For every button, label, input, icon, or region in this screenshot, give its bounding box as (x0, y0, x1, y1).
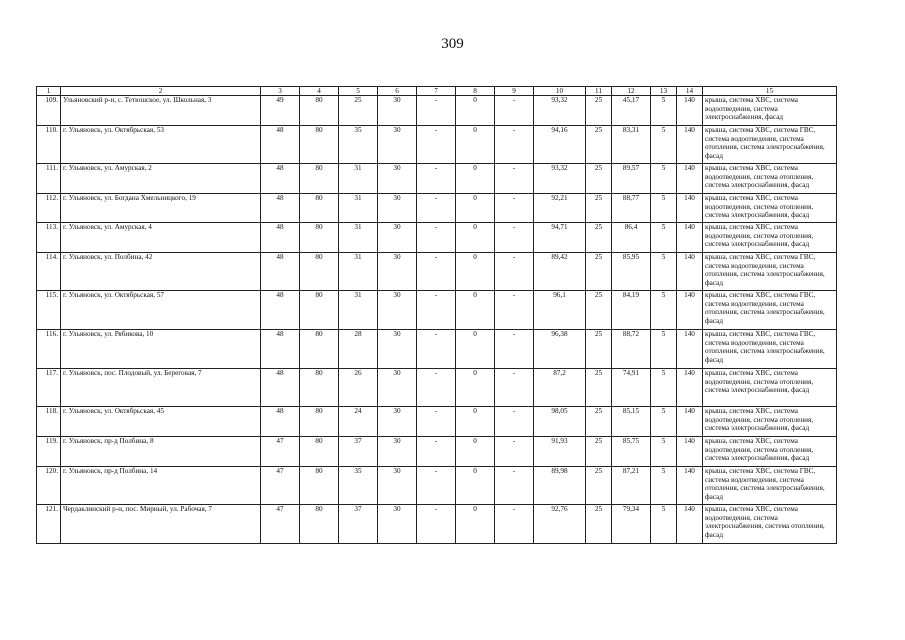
col-6-cell: 30 (378, 467, 417, 505)
col-3-cell: 48 (261, 194, 300, 223)
col-5-cell: 37 (339, 505, 378, 544)
work-types-cell: крыша, система ХВС, система ГВС, система водоотведения, система отопления, система электроснабжения, фасад (703, 253, 837, 291)
col-14-cell: 140 (677, 164, 703, 194)
col-12-cell: 89,57 (612, 164, 651, 194)
col-6-cell: 30 (378, 330, 417, 369)
column-header-3: 3 (261, 87, 300, 96)
col-13-cell: 5 (651, 369, 677, 407)
col-3-cell: 48 (261, 126, 300, 164)
col-9-cell: - (495, 330, 534, 369)
col-12-cell: 79,34 (612, 505, 651, 544)
address-cell: г. Ульяновск, ул. Амурская, 2 (61, 164, 261, 194)
col-14-cell: 140 (677, 505, 703, 544)
col-6-cell: 30 (378, 407, 417, 437)
work-types-cell: крыша, система ХВС, система водоотведения, система отопления, система электроснабжения, фасад (703, 369, 837, 407)
column-header-8: 8 (456, 87, 495, 96)
col-8-cell: 0 (456, 126, 495, 164)
col-12-cell: 85,15 (612, 407, 651, 437)
col-13-cell: 5 (651, 164, 677, 194)
address-cell: г. Ульяновск, ул. Богдана Хмельницкого, 19 (61, 194, 261, 223)
table-row (37, 407, 837, 437)
col-5-cell: 31 (339, 164, 378, 194)
col-10-cell: 96,38 (534, 330, 586, 369)
col-3-cell: 48 (261, 369, 300, 407)
address-cell: г. Ульяновск, пос. Плодовый, ул. Береговая, 7 (61, 369, 261, 407)
col-5-cell: 37 (339, 437, 378, 467)
col-10-cell: 93,32 (534, 164, 586, 194)
col-6-cell: 30 (378, 126, 417, 164)
col-10-cell: 98,05 (534, 407, 586, 437)
register-table (36, 86, 837, 544)
col-3-cell: 49 (261, 96, 300, 126)
col-11-cell: 25 (586, 467, 612, 505)
table-row (37, 96, 837, 126)
col-12-cell: 86,4 (612, 223, 651, 253)
work-types-cell: крыша, система ХВС, система водоотведения, система электроснабжения, фасад (703, 96, 837, 126)
work-types-cell: крыша, система ХВС, система водоотведения, система электроснабжения, система отопления, фасад (703, 505, 837, 544)
work-types-cell: крыша, система ХВС, система ГВС, система водоотведения, система отопления, система электроснабжения, фасад (703, 330, 837, 369)
col-11-cell: 25 (586, 437, 612, 467)
row-number-cell: 114. (37, 253, 61, 291)
col-7-cell: - (417, 194, 456, 223)
col-14-cell: 140 (677, 253, 703, 291)
col-6-cell: 30 (378, 291, 417, 330)
col-7-cell: - (417, 467, 456, 505)
col-10-cell: 92,76 (534, 505, 586, 544)
column-header-15: 15 (703, 87, 837, 96)
col-3-cell: 47 (261, 505, 300, 544)
col-6-cell: 30 (378, 505, 417, 544)
col-10-cell: 87,2 (534, 369, 586, 407)
table-body (37, 96, 837, 544)
column-header-10: 10 (534, 87, 586, 96)
table-row (37, 253, 837, 291)
work-types-cell: крыша, система ХВС, система водоотведения, система отопления, система электроснабжения, фасад (703, 194, 837, 223)
col-5-cell: 35 (339, 126, 378, 164)
col-8-cell: 0 (456, 330, 495, 369)
col-9-cell: - (495, 253, 534, 291)
col-7-cell: - (417, 407, 456, 437)
table-row (37, 330, 837, 369)
column-header-2: 2 (61, 87, 261, 96)
col-10-cell: 92,21 (534, 194, 586, 223)
column-header-5: 5 (339, 87, 378, 96)
address-cell: г. Ульяновск, ул. Октябрьская, 45 (61, 407, 261, 437)
col-8-cell: 0 (456, 369, 495, 407)
col-7-cell: - (417, 253, 456, 291)
table-row (37, 369, 837, 407)
col-14-cell: 140 (677, 96, 703, 126)
col-8-cell: 0 (456, 96, 495, 126)
col-11-cell: 25 (586, 194, 612, 223)
col-4-cell: 80 (300, 164, 339, 194)
col-4-cell: 80 (300, 369, 339, 407)
col-4-cell: 80 (300, 505, 339, 544)
row-number-cell: 119. (37, 437, 61, 467)
col-12-cell: 45,17 (612, 96, 651, 126)
col-7-cell: - (417, 96, 456, 126)
address-cell: г. Ульяновск, ул. Рябикова, 10 (61, 330, 261, 369)
table-row (37, 223, 837, 253)
col-7-cell: - (417, 369, 456, 407)
col-14-cell: 140 (677, 437, 703, 467)
col-5-cell: 31 (339, 194, 378, 223)
col-14-cell: 140 (677, 291, 703, 330)
col-7-cell: - (417, 291, 456, 330)
col-4-cell: 80 (300, 96, 339, 126)
col-6-cell: 30 (378, 164, 417, 194)
col-14-cell: 140 (677, 407, 703, 437)
col-11-cell: 25 (586, 223, 612, 253)
column-header-13: 13 (651, 87, 677, 96)
col-9-cell: - (495, 96, 534, 126)
col-13-cell: 5 (651, 126, 677, 164)
col-13-cell: 5 (651, 194, 677, 223)
col-8-cell: 0 (456, 407, 495, 437)
col-6-cell: 30 (378, 369, 417, 407)
col-5-cell: 31 (339, 223, 378, 253)
col-13-cell: 5 (651, 330, 677, 369)
col-7-cell: - (417, 330, 456, 369)
col-6-cell: 30 (378, 223, 417, 253)
col-3-cell: 48 (261, 407, 300, 437)
column-header-12: 12 (612, 87, 651, 96)
col-10-cell: 93,32 (534, 96, 586, 126)
col-9-cell: - (495, 407, 534, 437)
row-number-cell: 113. (37, 223, 61, 253)
col-13-cell: 5 (651, 96, 677, 126)
col-11-cell: 25 (586, 505, 612, 544)
col-10-cell: 91,93 (534, 437, 586, 467)
col-6-cell: 30 (378, 194, 417, 223)
col-3-cell: 48 (261, 330, 300, 369)
col-6-cell: 30 (378, 437, 417, 467)
col-11-cell: 25 (586, 330, 612, 369)
work-types-cell: крыша, система ХВС, система ГВС, система водоотведения, система отопления, система электроснабжения, фасад (703, 467, 837, 505)
col-8-cell: 0 (456, 253, 495, 291)
col-11-cell: 25 (586, 291, 612, 330)
col-12-cell: 88,72 (612, 330, 651, 369)
col-12-cell: 87,21 (612, 467, 651, 505)
col-13-cell: 5 (651, 505, 677, 544)
col-9-cell: - (495, 194, 534, 223)
col-8-cell: 0 (456, 505, 495, 544)
address-cell: г. Ульяновск, пр-д Полбина, 14 (61, 467, 261, 505)
col-9-cell: - (495, 505, 534, 544)
col-11-cell: 25 (586, 96, 612, 126)
col-8-cell: 0 (456, 437, 495, 467)
col-5-cell: 35 (339, 467, 378, 505)
row-number-cell: 112. (37, 194, 61, 223)
col-13-cell: 5 (651, 223, 677, 253)
address-cell: г. Ульяновск, ул. Октябрьская, 57 (61, 291, 261, 330)
table-row (37, 126, 837, 164)
column-header-1: 1 (37, 87, 61, 96)
row-number-cell: 111. (37, 164, 61, 194)
col-4-cell: 80 (300, 253, 339, 291)
col-14-cell: 140 (677, 223, 703, 253)
col-7-cell: - (417, 505, 456, 544)
col-3-cell: 48 (261, 223, 300, 253)
col-14-cell: 140 (677, 126, 703, 164)
col-9-cell: - (495, 467, 534, 505)
address-cell: Ульяновский р-н, с. Тетюшское, ул. Школьная, 3 (61, 96, 261, 126)
col-3-cell: 47 (261, 437, 300, 467)
table-row (37, 505, 837, 544)
address-cell: г. Ульяновск, пр-д Полбина, 8 (61, 437, 261, 467)
table-row (37, 194, 837, 223)
column-header-9: 9 (495, 87, 534, 96)
col-13-cell: 5 (651, 407, 677, 437)
col-10-cell: 89,98 (534, 467, 586, 505)
row-number-cell: 109. (37, 96, 61, 126)
row-number-cell: 121. (37, 505, 61, 544)
work-types-cell: крыша, система ХВС, система ГВС, система водоотведения, система отопления, система электроснабжения, фасад (703, 126, 837, 164)
column-header-4: 4 (300, 87, 339, 96)
col-11-cell: 25 (586, 253, 612, 291)
col-10-cell: 94,71 (534, 223, 586, 253)
row-number-cell: 116. (37, 330, 61, 369)
address-cell: г. Ульяновск, ул. Полбина, 42 (61, 253, 261, 291)
row-number-cell: 115. (37, 291, 61, 330)
col-4-cell: 80 (300, 407, 339, 437)
col-11-cell: 25 (586, 369, 612, 407)
col-5-cell: 31 (339, 291, 378, 330)
col-6-cell: 30 (378, 96, 417, 126)
col-9-cell: - (495, 223, 534, 253)
col-13-cell: 5 (651, 467, 677, 505)
col-8-cell: 0 (456, 467, 495, 505)
col-3-cell: 48 (261, 164, 300, 194)
col-13-cell: 5 (651, 291, 677, 330)
col-11-cell: 25 (586, 164, 612, 194)
col-14-cell: 140 (677, 369, 703, 407)
col-12-cell: 85,75 (612, 437, 651, 467)
work-types-cell: крыша, система ХВС, система водоотведения, система отопления, система электроснабжения, фасад (703, 407, 837, 437)
table-row (37, 164, 837, 194)
col-9-cell: - (495, 291, 534, 330)
row-number-cell: 120. (37, 467, 61, 505)
col-11-cell: 25 (586, 407, 612, 437)
address-cell: г. Ульяновск, ул. Амурская, 4 (61, 223, 261, 253)
col-3-cell: 48 (261, 253, 300, 291)
col-10-cell: 89,42 (534, 253, 586, 291)
col-14-cell: 140 (677, 330, 703, 369)
col-14-cell: 140 (677, 467, 703, 505)
col-5-cell: 31 (339, 253, 378, 291)
col-3-cell: 48 (261, 291, 300, 330)
col-5-cell: 28 (339, 330, 378, 369)
row-number-cell: 117. (37, 369, 61, 407)
col-12-cell: 84,19 (612, 291, 651, 330)
row-number-cell: 110. (37, 126, 61, 164)
column-header-11: 11 (586, 87, 612, 96)
col-13-cell: 5 (651, 253, 677, 291)
col-14-cell: 140 (677, 194, 703, 223)
col-4-cell: 80 (300, 291, 339, 330)
col-7-cell: - (417, 223, 456, 253)
col-11-cell: 25 (586, 126, 612, 164)
col-4-cell: 80 (300, 437, 339, 467)
column-header-7: 7 (417, 87, 456, 96)
col-5-cell: 26 (339, 369, 378, 407)
col-7-cell: - (417, 126, 456, 164)
row-number-cell: 118. (37, 407, 61, 437)
work-types-cell: крыша, система ХВС, система водоотведения, система отопления, система электроснабжения, фасад (703, 223, 837, 253)
page-number: 309 (441, 36, 464, 52)
col-6-cell: 30 (378, 253, 417, 291)
header-row (37, 87, 837, 96)
work-types-cell: крыша, система ХВС, система водоотведения, система отопления, система электроснабжения, фасад (703, 437, 837, 467)
col-12-cell: 88,77 (612, 194, 651, 223)
col-3-cell: 47 (261, 467, 300, 505)
col-5-cell: 25 (339, 96, 378, 126)
table-row (37, 291, 837, 330)
col-12-cell: 85,95 (612, 253, 651, 291)
col-9-cell: - (495, 369, 534, 407)
col-13-cell: 5 (651, 437, 677, 467)
work-types-cell: крыша, система ХВС, система ГВС, система водоотведения, система отопления, система электроснабжения, фасад (703, 291, 837, 330)
col-10-cell: 96,1 (534, 291, 586, 330)
col-9-cell: - (495, 126, 534, 164)
col-4-cell: 80 (300, 194, 339, 223)
address-cell: Чердаклинский р-н, пос. Мирный, ул. Рабочая, 7 (61, 505, 261, 544)
col-4-cell: 80 (300, 330, 339, 369)
address-cell: г. Ульяновск, ул. Октябрьская, 53 (61, 126, 261, 164)
column-header-6: 6 (378, 87, 417, 96)
col-8-cell: 0 (456, 291, 495, 330)
col-4-cell: 80 (300, 126, 339, 164)
col-5-cell: 24 (339, 407, 378, 437)
col-8-cell: 0 (456, 164, 495, 194)
col-12-cell: 74,91 (612, 369, 651, 407)
col-7-cell: - (417, 437, 456, 467)
work-types-cell: крыша, система ХВС, система водоотведения, система отопления, система электроснабжения, фасад (703, 164, 837, 194)
col-9-cell: - (495, 164, 534, 194)
table-row (37, 437, 837, 467)
col-12-cell: 83,31 (612, 126, 651, 164)
col-4-cell: 80 (300, 467, 339, 505)
col-8-cell: 0 (456, 223, 495, 253)
col-7-cell: - (417, 164, 456, 194)
col-9-cell: - (495, 437, 534, 467)
column-header-14: 14 (677, 87, 703, 96)
col-4-cell: 80 (300, 223, 339, 253)
col-10-cell: 94,16 (534, 126, 586, 164)
col-8-cell: 0 (456, 194, 495, 223)
table-row (37, 467, 837, 505)
